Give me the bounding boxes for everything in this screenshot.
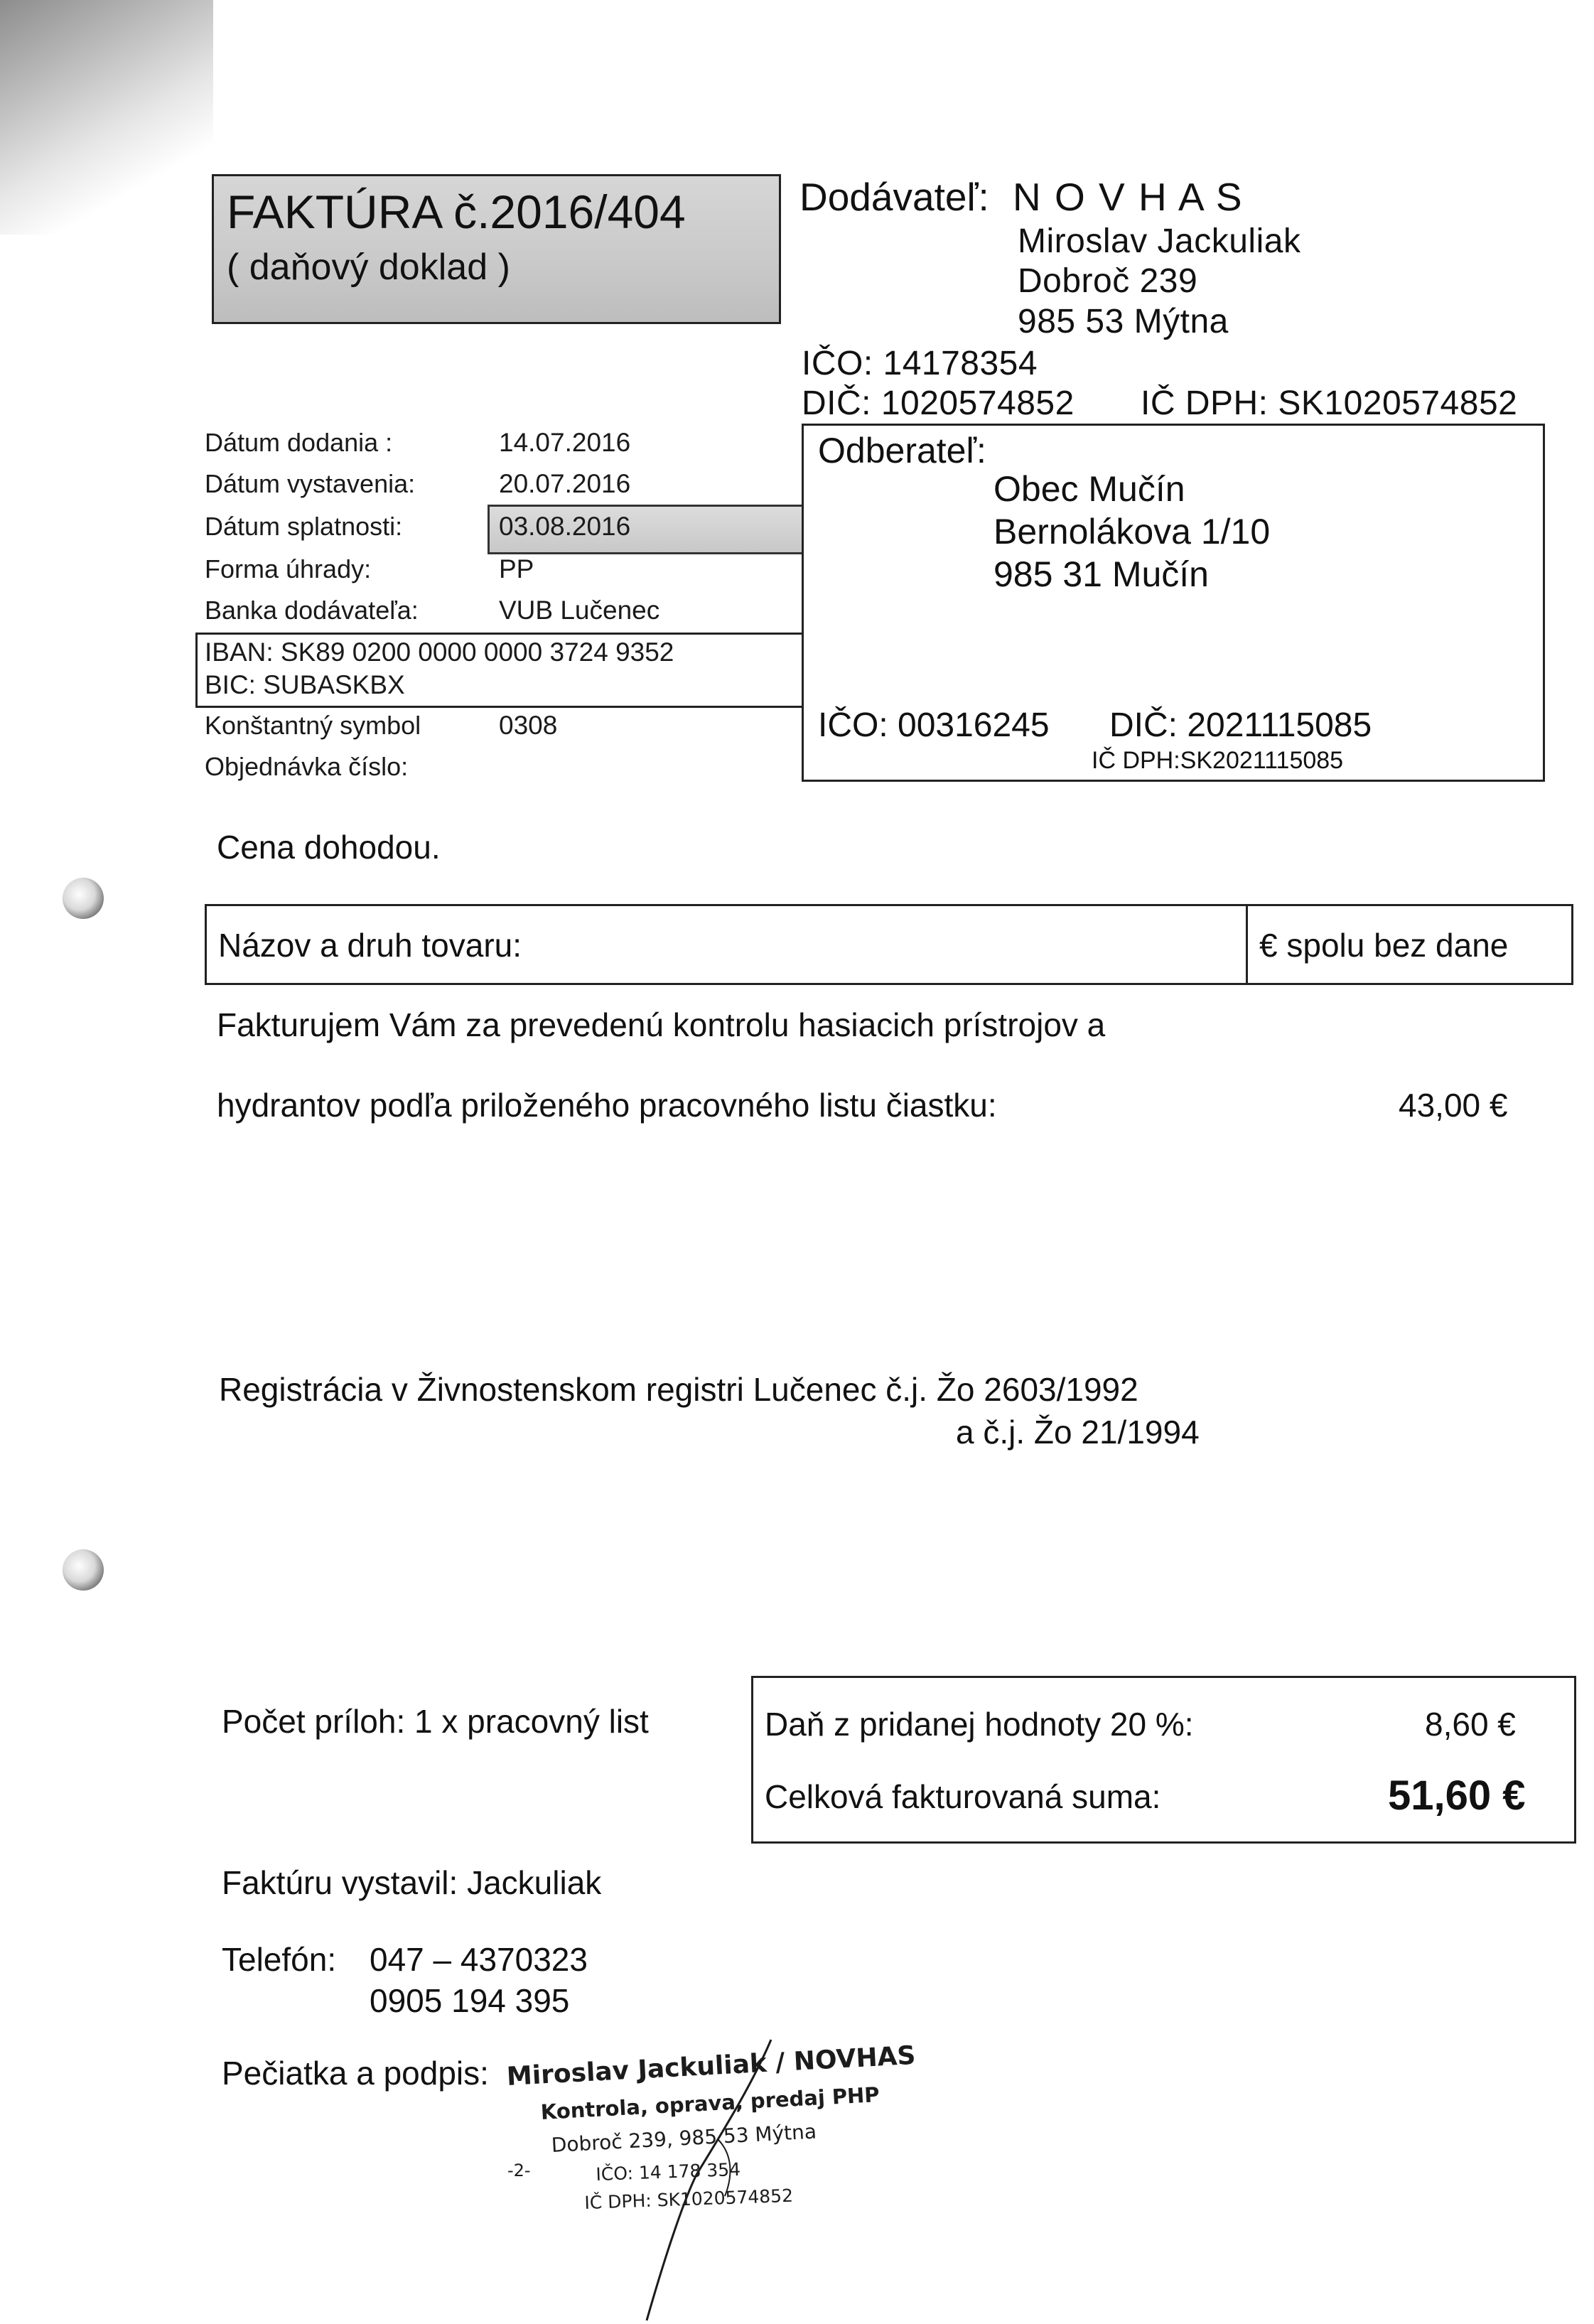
due-date-value: 03.08.2016 [499,512,631,541]
bic: BIC: SUBASKBX [205,670,405,699]
issue-date-value: 20.07.2016 [499,469,631,498]
stamp-line-4: IČO: 14 178 354 [596,2158,741,2185]
punch-hole-top [63,878,104,919]
stamp-line-5: IČ DPH: SK1020574852 [584,2185,794,2213]
iban: IBAN: SK89 0200 0000 0000 3724 9352 [205,638,674,667]
total-label: Celková fakturovaná suma: [765,1778,1161,1815]
supplier-dic: DIČ: 1020574852 [802,384,1075,422]
due-date-label: Dátum splatnosti: [205,512,403,541]
customer-street: Bernolákova 1/10 [993,512,1271,552]
signature-stroke [611,2033,796,2324]
delivery-date-label: Dátum dodania : [205,428,393,457]
registration-line-2: a č.j. Žo 21/1994 [956,1414,1200,1451]
phone-label: Telefón: [222,1941,337,1978]
scan-corner-shadow [0,0,213,235]
invoice-issuer: Faktúru vystavil: Jackuliak [222,1864,602,1901]
punch-hole-bottom [63,1549,104,1591]
goods-name-column [207,906,1248,983]
constant-symbol-value: 0308 [499,711,558,740]
goods-line-1: Fakturujem Vám za prevedenú kontrolu hasiacich prístrojov a [217,1006,1106,1043]
phone-line-2: 0905 194 395 [370,1982,570,2019]
customer-box [802,424,1545,782]
invoice-subtitle: ( daňový doklad ) [227,247,510,288]
supplier-person: Miroslav Jackuliak [1018,222,1301,260]
stamp-line-2: Kontrola, oprava, predaj PHP [540,2082,881,2124]
customer-label: Odberateľ: [818,431,986,470]
constant-symbol-label: Konštantný symbol [205,711,421,740]
bank-value: VUB Lučenec [499,596,660,625]
stamp-line-1: Miroslav Jackuliak / NOVHAS [506,2040,917,2092]
supplier-street: Dobroč 239 [1018,262,1198,300]
phone-line-1: 047 – 4370323 [370,1941,588,1978]
goods-total-header: € spolu bez dane [1259,927,1509,964]
attachments-count: Počet príloh: 1 x pracovný list [222,1703,649,1740]
payment-method-value: PP [499,554,534,583]
order-number-label: Objednávka číslo: [205,752,409,781]
page-number: -2- [507,2161,531,2180]
supplier-name: N O V H A S [1013,175,1244,219]
supplier-icdph: IČ DPH: SK1020574852 [1141,384,1518,422]
customer-city: 985 31 Mučín [993,554,1209,594]
total-value: 51,60 € [1388,1772,1526,1819]
bank-account-box [195,633,804,708]
totals-box [751,1676,1576,1844]
supplier-ico: IČO: 14178354 [802,345,1038,382]
delivery-date-value: 14.07.2016 [499,428,631,457]
issue-date-label: Dátum vystavenia: [205,469,416,498]
invoice-title: FAKTÚRA č.2016/404 [227,185,686,238]
goods-line-2: hydrantov podľa priloženého pracovného listu čiastku: [217,1087,997,1124]
vat-label: Daň z pridanej hodnoty 20 %: [765,1706,1194,1743]
registration-line-1: Registrácia v Živnostenskom registri Lučenec č.j. Žo 2603/1992 [219,1371,1138,1408]
goods-total-column [1248,906,1571,983]
stamp-label: Pečiatka a podpis: [222,2055,489,2092]
supplier-city: 985 53 Mýtna [1018,303,1229,340]
goods-amount: 43,00 € [1399,1087,1508,1124]
customer-ico: IČO: 00316245 [818,706,1050,744]
payment-method-label: Forma úhrady: [205,554,372,583]
price-note: Cena dohodou. [217,829,441,866]
customer-dic: DIČ: 2021115085 [1109,706,1372,744]
supplier-label: Dodávateľ: [799,175,989,219]
customer-name: Obec Mučín [993,469,1185,509]
stamp-line-3: Dobroč 239, 985 53 Mýtna [551,2119,817,2157]
goods-name-header: Názov a druh tovaru: [218,927,522,964]
customer-icdph: IČ DPH:SK2021115085 [1092,747,1344,774]
bank-label: Banka dodávateľa: [205,596,419,625]
goods-table-header [205,904,1573,985]
invoice-title-box [212,174,781,324]
vat-value: 8,60 € [1425,1706,1516,1743]
